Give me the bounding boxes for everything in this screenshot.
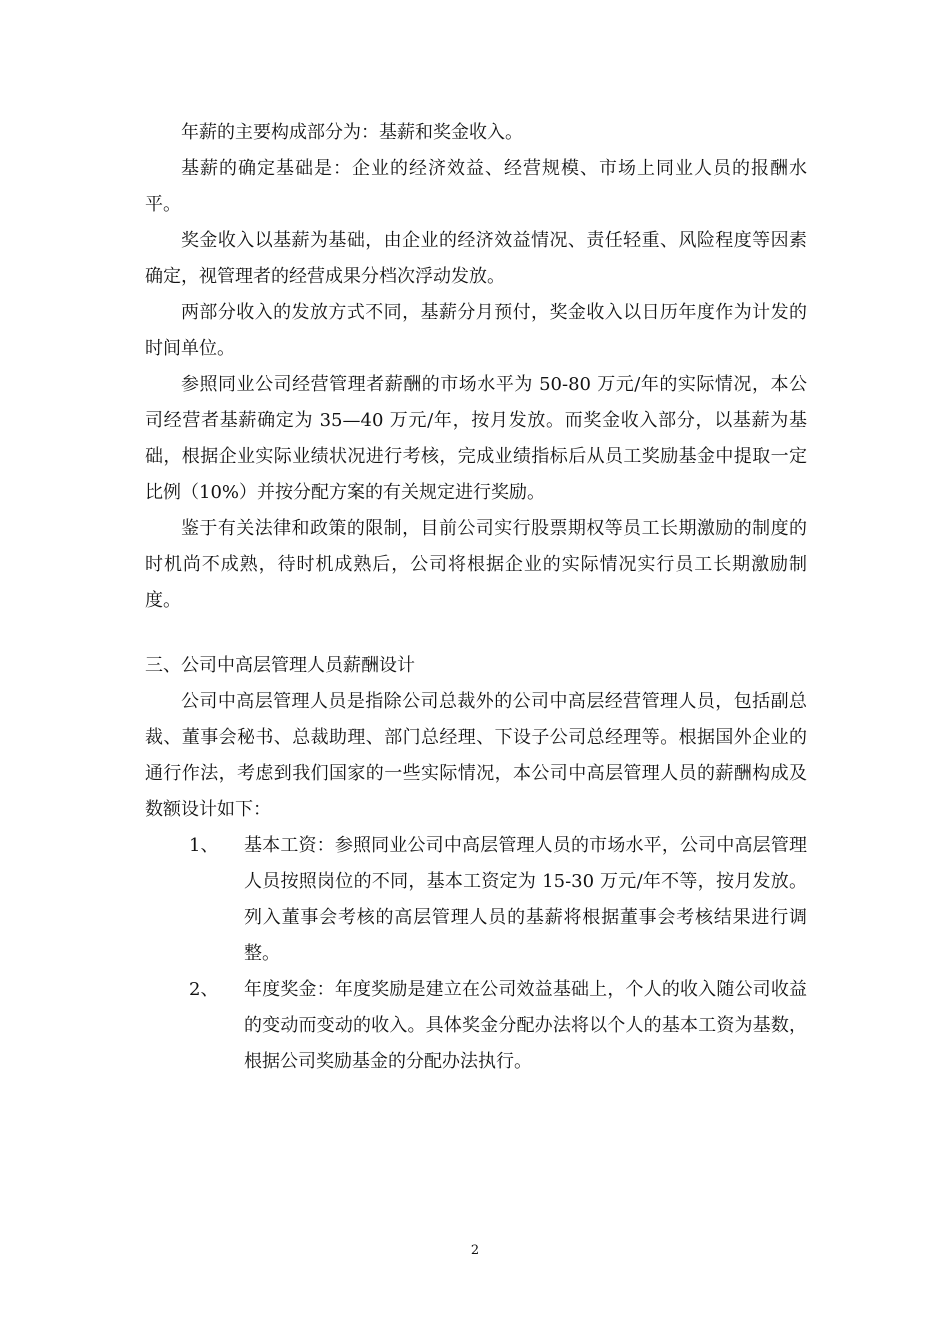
section-intro: 公司中高层管理人员是指除公司总裁外的公司中高层经营管理人员，包括副总裁、董事会秘书、总裁助理、部门总经理、下设子公司总经理等。根据国外企业的通行作法，考虑到我们国家的一些实际情况，本公司中高层管理人员的薪酬构成及数额设计如下： [145,691,807,820]
list-item-annual-bonus [145,972,807,1080]
list-item-text: 基本工资：参照同业公司中高层管理人员的市场水平，公司中高层管理人员按照岗位的不同，基本工资定为 15-30 万元/年不等，按月发放。列入董事会考核的高层管理人员的基薪将根据董事会考核结果进行调整。 [244,835,807,964]
paragraph-bonus-basis: 奖金收入以基薪为基础，由企业的经济效益情况、责任轻重、风险程度等因素确定，视管理者的经营成果分档次浮动发放。 [145,230,807,287]
list-item-number: 1、 [189,835,219,856]
paragraph-base-salary-basis: 基薪的确定基础是：企业的经济效益、经营规模、市场上同业人员的报酬水平。 [145,158,807,215]
list-item-text: 年度奖金：年度奖励是建立在公司效益基础上，个人的收入随公司收益的变动而变动的收入。具体奖金分配办法将以个人的基本工资为基数，根据公司奖励基金的分配办法执行。 [244,979,807,1072]
list-item-base-pay [145,828,807,972]
paragraph-payment-method: 两部分收入的发放方式不同，基薪分月预付，奖金收入以日历年度作为计发的时间单位。 [145,302,807,359]
paragraph-long-term-incentive: 鉴于有关法律和政策的限制，目前公司实行股票期权等员工长期激励的制度的时机尚不成熟，待时机成熟后，公司将根据企业的实际情况实行员工长期激励制度。 [145,518,807,611]
paragraph-salary-composition: 年薪的主要构成部分为：基薪和奖金收入。 [181,122,523,143]
list-item-number: 2、 [189,979,219,1000]
page-number: 2 [470,1243,480,1258]
document-body [145,115,807,1080]
section-heading: 三、公司中高层管理人员薪酬设计 [145,655,415,676]
paragraph-market-reference: 参照同业公司经营管理者薪酬的市场水平为 50-80 万元/年的实际情况，本公司经营者基薪确定为 35—40 万元/年，按月发放。而奖金收入部分，以基薪为基础，根据企业实际业绩状况进行考核，完成业绩指标后从员工奖励基金中提取一定比例（10%）并按分配方案的有关规定进行奖励。 [145,374,807,503]
